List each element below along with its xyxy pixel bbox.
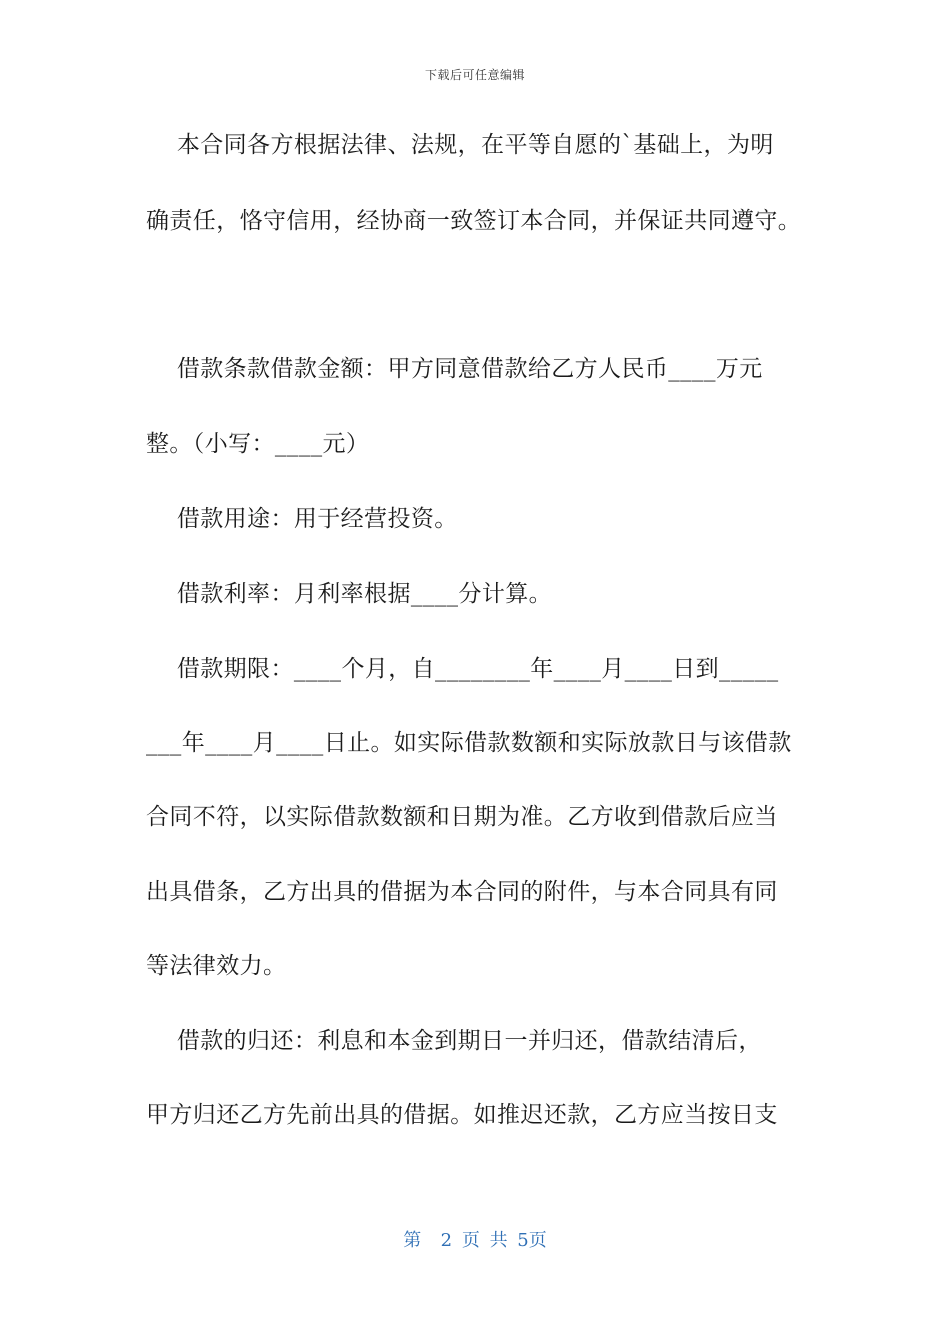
body-line: 借款的归还：利息和本金到期日一并归还，借款结清后， xyxy=(146,1028,762,1054)
body-line: 借款利率：月利率根据____分计算。 xyxy=(146,581,553,607)
body-line: 借款条款借款金额：甲方同意借款给乙方人民币____万元 xyxy=(146,356,763,382)
body-line: 等法律效力。 xyxy=(146,953,287,979)
body-line: 借款期限：____个月，自________年____月____日到_____ xyxy=(146,656,779,682)
body-line: 甲方归还乙方先前出具的借据。如推迟还款，乙方应当按日支 xyxy=(146,1102,778,1128)
body-line: 借款用途：用于经营投资。 xyxy=(146,506,458,532)
body-line: 合同不符，以实际借款数额和日期为准。乙方收到借款后应当 xyxy=(146,804,778,830)
page-number-footer: 第 2 页 共 5页 xyxy=(403,1230,547,1251)
body-line: 出具借条，乙方出具的借据为本合同的附件，与本合同具有同 xyxy=(146,879,778,905)
body-line: 整。（小写：____元） xyxy=(146,431,370,457)
body-line: 确责任，恪守信用，经协商一致签订本合同，并保证共同遵守。 xyxy=(146,208,802,234)
page-header: 下载后可任意编辑 xyxy=(424,68,525,82)
body-line: ___年____月____日止。如实际借款数额和实际放款日与该借款 xyxy=(146,730,792,756)
body-line: 本合同各方根据法律、法规，在平等自愿的`基础上，为明 xyxy=(146,132,774,158)
